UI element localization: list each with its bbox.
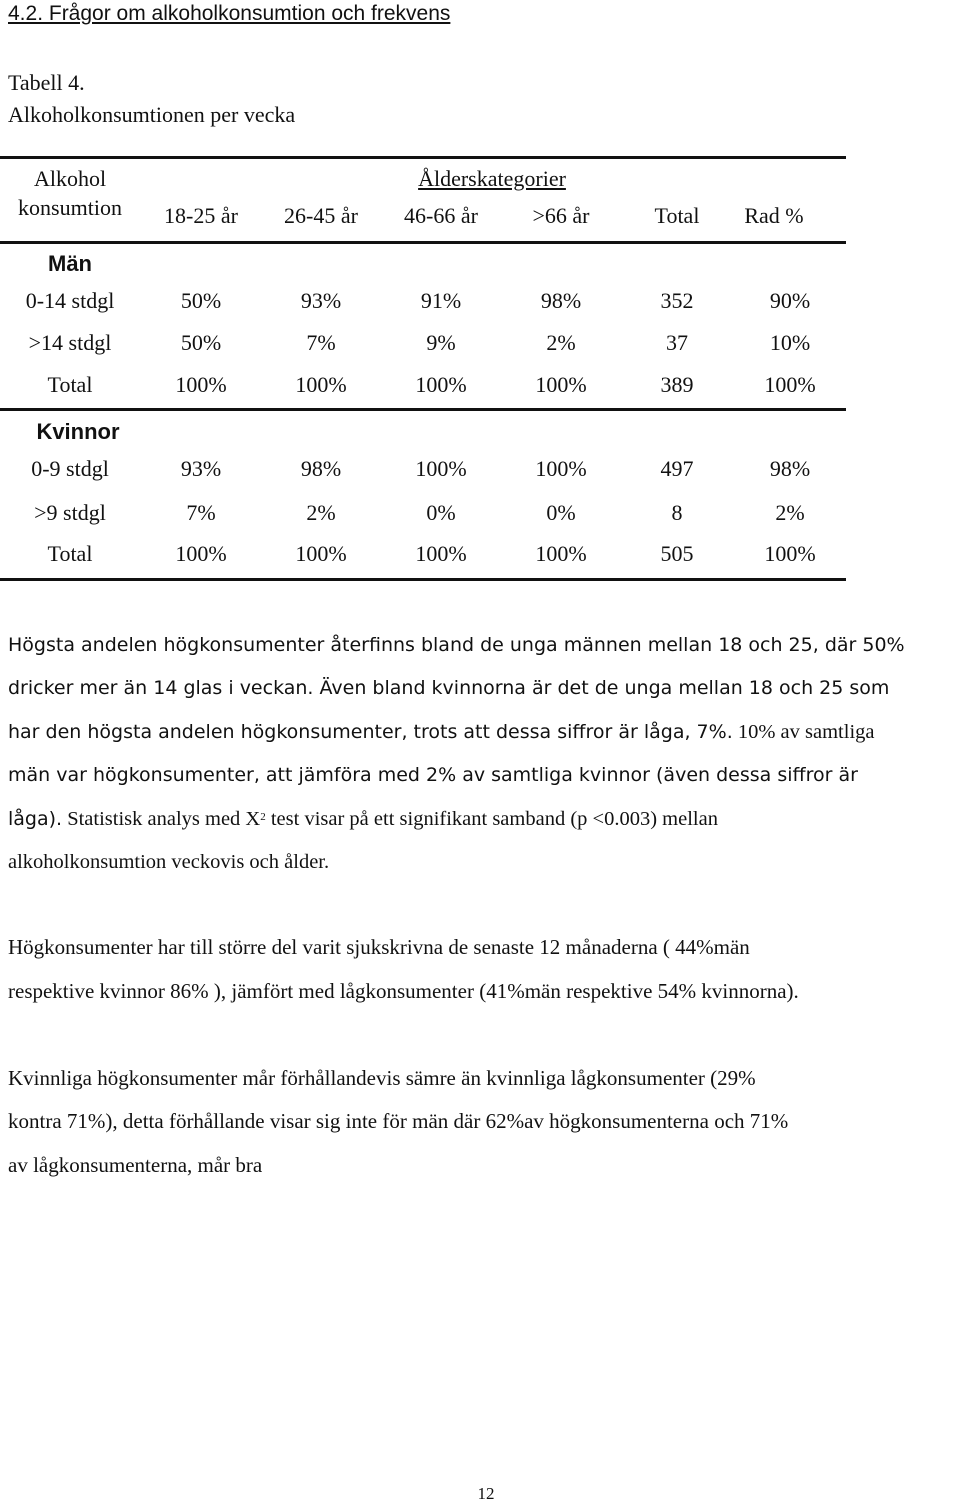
group-header: Ålderskategorier [418,166,566,191]
table-cell: 37 [666,330,688,355]
table-cell: 9% [426,330,456,355]
table-cell: 497 [660,456,694,481]
superscript: 2 [260,811,266,823]
table-top-rule [0,156,846,159]
table-cell: 10% [769,330,811,355]
column-header: Total [654,203,700,228]
paragraph-segment: Även bland kvinnorna är det de unga mellan 18 och 25 som [319,677,890,699]
paragraph-segment: har den högsta andelen högkonsumenter, trots att dessa siffror är låga, 7%. [8,721,733,743]
row-label: 0-9 stdgl [31,456,109,481]
paragraph-line [8,667,889,711]
paragraph-line: kontra 71%), detta förhållande visar sig inte för män där 62%av högkonsumenterna och 71% [8,1109,789,1133]
table-bottom-rule [0,578,846,581]
table-cell: 100% [535,541,587,566]
paragraph-line [8,798,718,842]
table-cell: 100% [764,372,816,397]
row-label: 0-14 stdgl [25,288,115,313]
section-heading: 4.2. Frågor om alkoholkonsumtion och frekvens [8,2,451,25]
table-cell: 352 [660,288,694,313]
table-cell: 100% [415,541,467,566]
table-cell: 98% [300,456,342,481]
table-cell: 389 [660,372,694,397]
row-label: Total [47,372,93,397]
table-cell: 100% [295,372,347,397]
paragraph-segment: test visar på ett signifikant samband (p <0.003) mellan [265,808,718,830]
row-label: Total [47,541,93,566]
table-cell: 7% [186,500,216,525]
column-header: >66 år [532,203,590,228]
row-label: >14 stdgl [28,330,112,355]
paragraph-line: av lågkonsumenterna, mår bra [8,1153,263,1177]
table-cell: 505 [660,541,694,566]
table-cell: 93% [300,288,342,313]
column-header: Rad % [744,203,804,228]
page-number: 12 [477,1484,495,1503]
row-header-line1: Alkohol [33,166,107,191]
table-cell: 100% [415,372,467,397]
table-cell: 2% [306,500,336,525]
table-label: Tabell 4. [8,70,85,95]
table-cell: 7% [306,330,336,355]
row-label: >9 stdgl [34,500,106,525]
table-cell: 100% [764,541,816,566]
column-header: 18-25 år [164,203,238,228]
group-label-man: Män [48,251,92,276]
paragraph-segment: låga). [8,808,63,830]
paragraph-line: alkoholkonsumtion veckovis och ålder. [8,851,330,873]
table-cell: 100% [175,541,227,566]
paragraph-segment: dricker mer än 14 glas i veckan. [8,677,320,699]
paragraph-line: respektive kvinnor 86% ), jämfört med lågkonsumenter (41%män respektive 54% kvinnorna). [8,979,799,1003]
table-cell: 2% [546,330,576,355]
table-cell: 98% [769,456,811,481]
table-cell: 91% [420,288,462,313]
paragraph-line: Högkonsumenter har till större del varit sjukskrivna de senaste 12 månaderna ( 44%män [8,935,750,959]
paragraph-line: Kvinnliga högkonsumenter mår förhållandevis sämre än kvinnliga lågkonsumenter (29% [8,1066,756,1090]
table-cell: 0% [546,500,576,525]
table-caption: Alkoholkonsumtionen per vecka [8,102,296,127]
table-cell: 50% [180,288,222,313]
table-cell: 100% [415,456,467,481]
paragraph-line: Högsta andelen högkonsumenter återfinns bland de unga männen mellan 18 och 25, där 50% [8,634,905,656]
table-cell: 100% [535,372,587,397]
paragraph-line [8,711,875,755]
table-cell: 100% [295,541,347,566]
group-label-kvinnor: Kvinnor [36,419,120,444]
column-header: 46-66 år [404,203,478,228]
table-cell: 90% [769,288,811,313]
table-cell: 2% [775,500,805,525]
row-header-line2: konsumtion [18,195,122,220]
group-separator-rule [0,408,846,411]
table-cell: 8 [671,500,683,525]
table-cell: 98% [540,288,582,313]
table-cell: 100% [175,372,227,397]
paragraph-line: män var högkonsumenter, att jämföra med 2% av samtliga kvinnor (även dessa siffror är [8,764,858,786]
paragraph-segment: Statistisk analys med X [62,808,261,830]
table-cell: 0% [426,500,456,525]
paragraph-segment: 10% av samtliga [732,721,875,743]
table-cell: 50% [180,330,222,355]
table-cell: 100% [535,456,587,481]
column-header: 26-45 år [284,203,358,228]
header-bottom-rule [0,241,846,244]
table-cell: 93% [180,456,222,481]
